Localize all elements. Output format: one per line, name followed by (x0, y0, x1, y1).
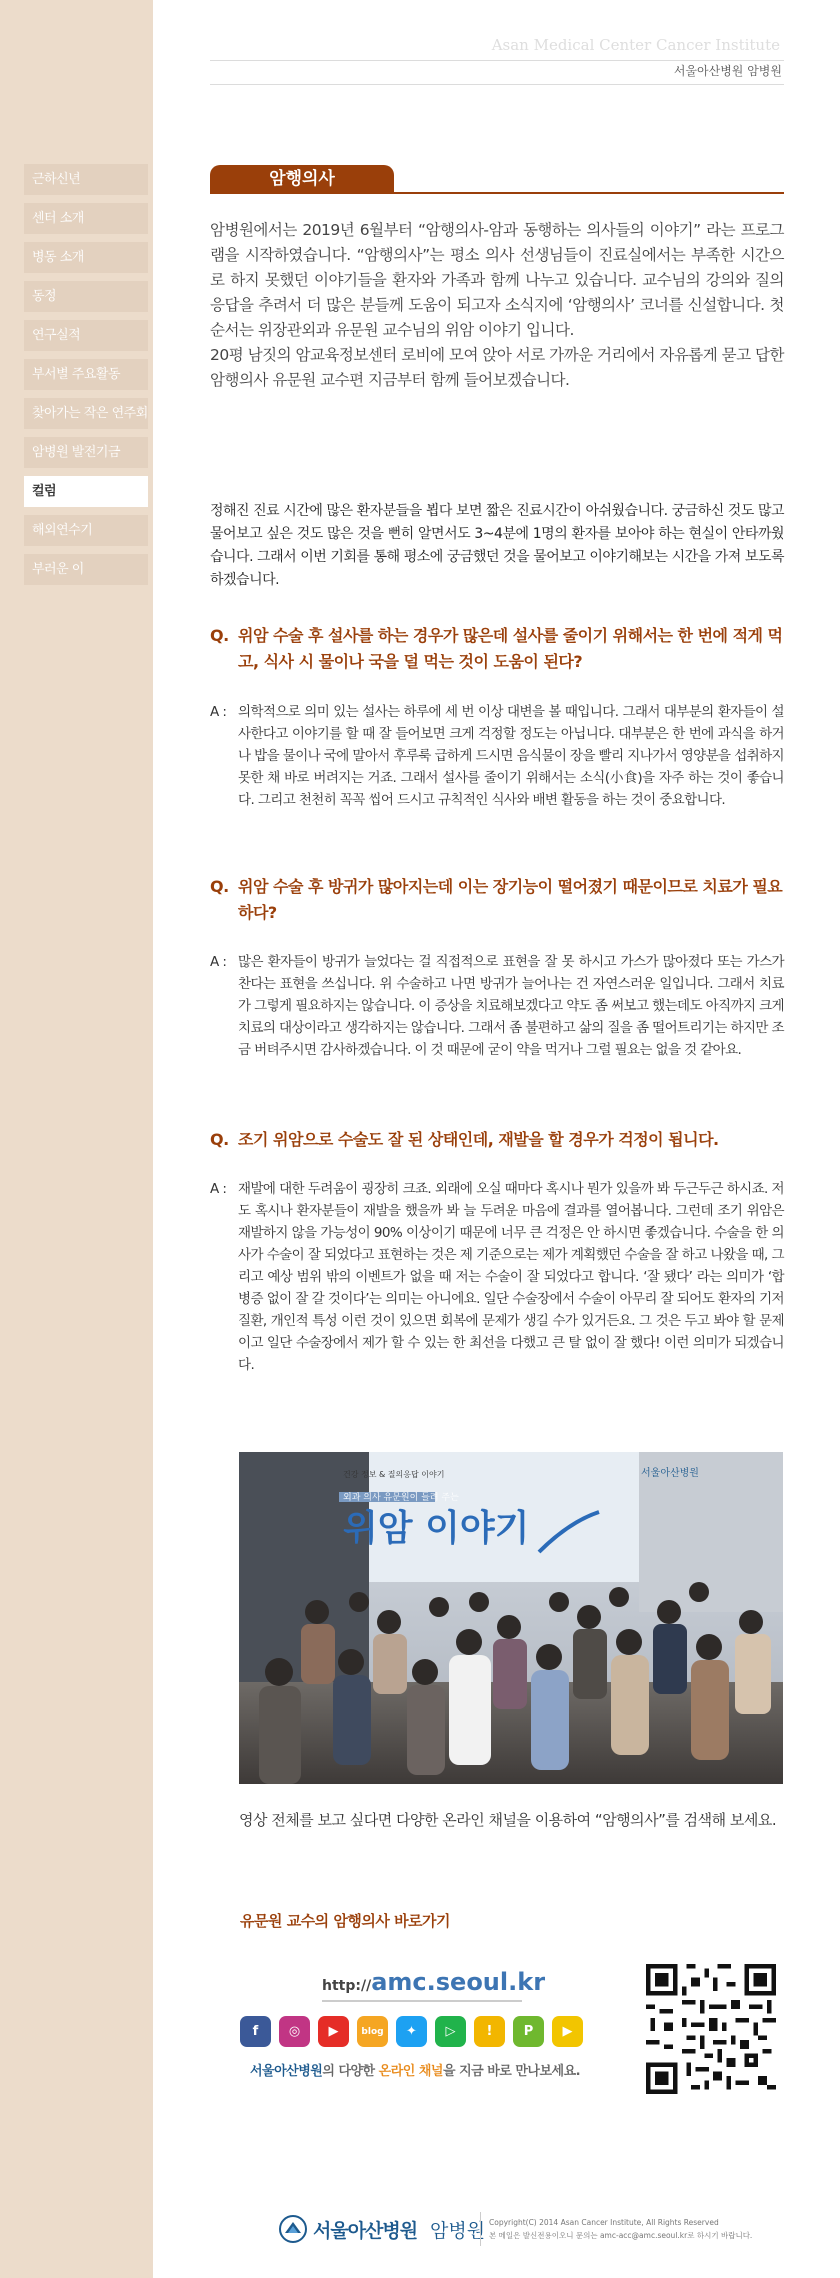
contact-note: 본 메일은 발신전용이오니 문의는 amc-acc@amc.seoul.kr로 하시기 바랍니다. (489, 2231, 753, 2240)
sidebar-item-new-year[interactable]: 근하신년 (24, 164, 148, 195)
answer-mark: A : (210, 1181, 227, 1197)
question-text: 조기 위암으로 수술도 잘 된 상태인데, 재발을 할 경우가 걱정이 됩니다. (238, 1130, 719, 1149)
naver-post-icon[interactable]: P (513, 2016, 544, 2047)
intro-paragraph: 20평 남짓의 암교육정보센터 로비에 모여 앉아 서로 가까운 거리에서 자유롭게 묻고 답한 암행의사 유문원 교수편 지금부터 함께 들어보겠습니다. (210, 346, 784, 389)
footer-divider (480, 2212, 481, 2246)
channel-tagline (250, 2060, 580, 2079)
kakao-tv-icon[interactable]: ▶ (552, 2016, 583, 2047)
answer-2 (210, 951, 784, 1061)
answer-mark: A : (210, 954, 227, 970)
blog-icon[interactable]: blog (357, 2016, 388, 2047)
footer-copyright (489, 2216, 752, 2242)
question-mark: Q. (210, 877, 229, 896)
answer-mark: A : (210, 704, 227, 720)
youtube-icon[interactable]: ▶ (318, 2016, 349, 2047)
link-underline (322, 2000, 522, 2002)
sidebar-item-center-intro[interactable]: 센터 소개 (24, 203, 148, 234)
event-photo-illustration (239, 1452, 783, 1784)
question-mark: Q. (210, 626, 229, 645)
photo-banner-top: 건강 정보 & 질의응답 이야기 (343, 1470, 445, 1479)
photo-banner-small: 외과 의사 유문원이 들려 주는 (343, 1493, 459, 1503)
question-2 (210, 874, 784, 926)
sidebar-item-ward-intro[interactable]: 병동 소개 (24, 242, 148, 273)
tagline-highlight: 온라인 채널 (378, 2064, 443, 2079)
answer-text: 많은 환자들이 방귀가 늘었다는 걸 직접적으로 표현을 잘 못 하시고 가스가 많아졌다 또는 가스가 찬다는 표현을 쓰십니다. 위 수술하고 나면 방귀가 늘어나는 건 자연스러운 일입니다. 그래서 치료가 그렇게 필요하지는 않습니다. 이 증상을 치료해보겠다고 약도 좀 써보고 했는데도 아직까지 크게 치료의 대상이라고 생각하지는 않습니다. 그래서 좀 불편하고 삶의 질을 좀 떨어트리기는 하지만 조금 버텨주시면 감사하겠습니다. 이 것 때문에 굳이 약을 먹거나 그럴 필요는 없을 것 같아요. (238, 954, 784, 1058)
facebook-icon[interactable]: f (240, 2016, 271, 2047)
website-link[interactable] (322, 1968, 545, 1996)
answer-3 (210, 1178, 784, 1376)
question-3 (210, 1127, 784, 1153)
footer-dept-name: 암병원 (430, 2220, 486, 2242)
answer-1 (210, 701, 784, 811)
tagline-mid: 의 다양한 (322, 2064, 379, 2079)
question-mark: Q. (210, 1130, 229, 1149)
website-link-domain: amc.seoul.kr (371, 1968, 546, 1996)
section-divider (210, 192, 784, 194)
shortcut-title: 유문원 교수의 암행의사 바로가기 (240, 1912, 451, 1930)
twitter-icon[interactable]: ✦ (396, 2016, 427, 2047)
question-1 (210, 623, 784, 675)
outro-text: 영상 전체를 보고 싶다면 다양한 온라인 채널을 이용하여 “암행의사”를 검색해 보세요. (239, 1811, 777, 1829)
intro-text (210, 218, 784, 393)
question-text: 위암 수술 후 방귀가 많아지는데 이는 장기능이 떨어졌기 때문이므로 치료가 필요하다? (238, 877, 783, 922)
institute-name-ko: 서울아산병원 암병원 (673, 64, 782, 78)
sidebar-item-research[interactable]: 연구실적 (24, 320, 148, 351)
website-link-prefix: http:// (322, 1978, 372, 1994)
answer-text: 재발에 대한 두려움이 굉장히 크죠. 외래에 오실 때마다 혹시나 뭔가 있을까 봐 두근두근 하시죠. 저도 혹시나 환자분들이 재발을 했을까 봐 늘 두려운 마음에 결과를 열어봅니다. 그런데 조기 위암은 재발하지 않을 가능성이 90% 이상이기 때문에 너무 큰 걱정은 안 하시면 좋겠습니다. 수술을 한 의사가 수술이 잘 되었다고 표현하는 것은 제 기준으로는 제가 계획했던 수술을 잘 하고 나왔을 때, 그리고 예상 범위 밖의 이벤트가 없을 때 저는 수술이 잘 되었다고 합니다. ‘잘 됐다’ 라는 의미가 ‘합병증 없이 잘 갈 것이다’는 의미는 아니에요. 일단 수술장에서 수술이 아무리 잘 되어도 환자의 기저 질환, 개인적 특성 이런 것이 있으면 회복에 문제가 생길 수가 있거든요. 그 것은 두고 봐야 할 문제이고 일단 수술장에서 제가 할 수 있는 한 최선을 다했고 큰 탈 없이 잘 했다! 이런 의미가 되겠습니다. (238, 1181, 784, 1373)
intro-paragraph: 암병원에서는 2019년 6월부터 “암행의사-암과 동행하는 의사들의 이야기” 라는 프로그램을 시작하였습니다. “암행의사”는 평소 의사 선생님들이 진료실에서는 부족한 시간으로 하지 못했던 이야기들을 환자와 가족과 함께 나누고 있습니다. 교수님의 강의와 질의응답을 추려서 더 많은 분들께 도움이 되고자 소식지에 ‘암행의사’ 코너를 신설합니다. 첫 순서는 위장관외과 유문원 교수님의 위암 이야기 입니다. (210, 221, 784, 339)
lead-paragraph: 정해진 진료 시간에 많은 환자분들을 뵙다 보면 짧은 진료시간이 아쉬웠습니다. 궁금하신 것도 많고 물어보고 싶은 것도 많은 것을 뻔히 알면서도 3~4분에 1명의 환자를 보아야 하는 현실이 안타까웠습니다. 그래서 이번 기회를 통해 평소에 궁금했던 것을 물어보고 이야기해보는 시간을 가져 보도록 하겠습니다. (210, 503, 784, 588)
sidebar-item-fund[interactable]: 암병원 발전기금 (24, 437, 148, 468)
sidebar-item-envy[interactable]: 부러운 이 (24, 554, 148, 585)
section-title: 암행의사 (210, 165, 394, 193)
naver-tv-icon[interactable]: ▷ (435, 2016, 466, 2047)
sidebar-item-overseas[interactable]: 해외연수기 (24, 515, 148, 546)
sidebar-item-news[interactable]: 동정 (24, 281, 148, 312)
sidebar-nav (24, 164, 148, 593)
copyright-text: Copyright(C) 2014 Asan Cancer Institute, All Rights Reserved (489, 2218, 719, 2227)
instagram-icon[interactable]: ◎ (279, 2016, 310, 2047)
footer-hospital-name: 서울아산병원 (313, 2220, 418, 2242)
institute-name-en: Asan Medical Center Cancer Institute (491, 36, 780, 54)
sidebar-item-dept-activities[interactable]: 부서별 주요활동 (24, 359, 148, 390)
photo-banner-title: 위암 이야기 (343, 1508, 530, 1549)
sidebar-item-concert[interactable]: 찾아가는 작은 연주회 (24, 398, 148, 429)
kakao-story-icon[interactable]: ! (474, 2016, 505, 2047)
header-divider (210, 84, 784, 85)
header-divider (210, 60, 784, 61)
tagline-end: 을 지금 바로 만나보세요. (442, 2064, 581, 2079)
sidebar-item-column[interactable]: 컬럼 (24, 476, 148, 507)
answer-text: 의학적으로 의미 있는 설사는 하루에 세 번 이상 대변을 볼 때입니다. 그래서 대부분의 환자들이 설사한다고 이야기를 할 때 잘 들어보면 크게 걱정할 정도는 아닙니다. 대부분은 한 번에 과식을 하거나 밥을 물이나 국에 말아서 후루룩 급하게 드시면 음식물이 장을 빨리 지나가서 영양분을 섭취하지 못한 채 바로 버려지는 거죠. 그래서 설사를 줄이기 위해서는 소식(小食)을 자주 하는 것이 좋습니다. 그리고 천천히 꼭꼭 씹어 드시고 규칙적인 식사와 배변 활동을 하는 것이 중요합니다. (238, 704, 784, 808)
tagline-brand: 서울아산병원 (250, 2064, 323, 2079)
hospital-logo-icon (279, 2215, 307, 2243)
qr-code[interactable] (646, 1964, 776, 2094)
photo-banner-logo: 서울아산병원 (641, 1468, 699, 1479)
social-icons (240, 2016, 591, 2047)
event-photo (239, 1452, 783, 1784)
question-text: 위암 수술 후 설사를 하는 경우가 많은데 설사를 줄이기 위해서는 한 번에 적게 먹고, 식사 시 물이나 국을 덜 먹는 것이 도움이 된다? (238, 626, 783, 671)
